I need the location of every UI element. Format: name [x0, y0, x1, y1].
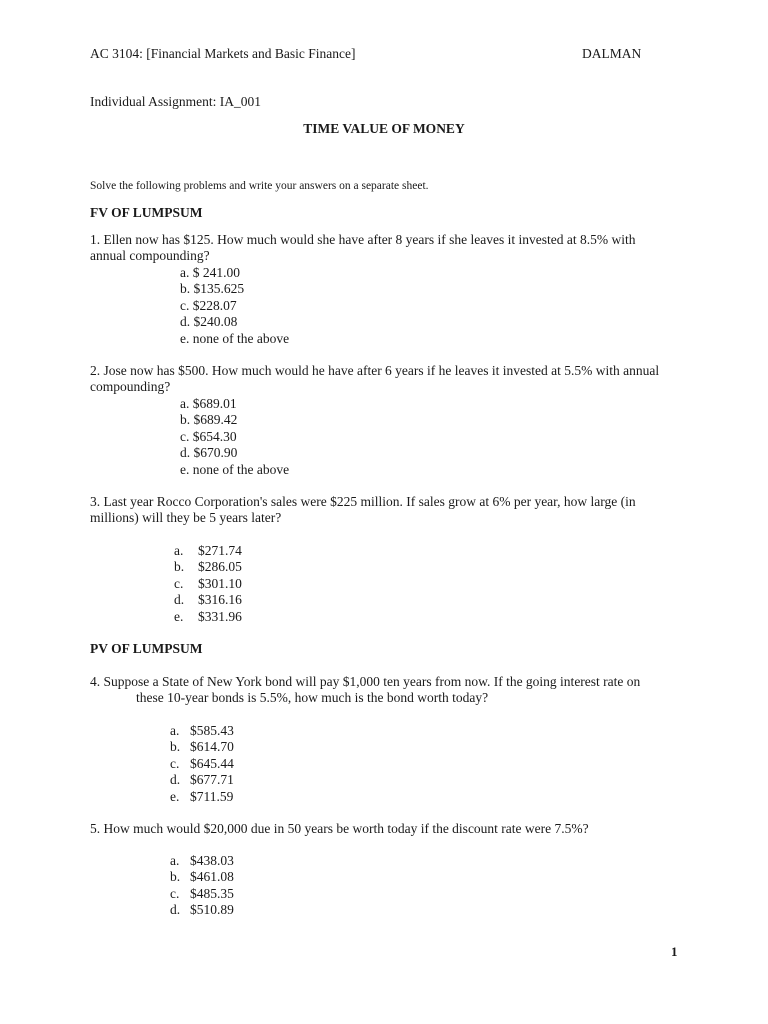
option-letter: a.: [170, 723, 180, 738]
option-text: $614.70: [190, 739, 234, 755]
question-1-line-1: 1. Ellen now has $125. How much would she have after 8 years if she leaves it invested at 8.5% with: [90, 232, 636, 247]
option-letter: a.: [180, 265, 190, 280]
option-letter: d.: [180, 445, 191, 461]
question-5-text: [90, 821, 680, 837]
question-3-line-2: millions) will they be 5 years later?: [90, 510, 282, 526]
section-heading-fv: FV OF LUMPSUM: [90, 205, 203, 220]
question-4-line-1: 4. Suppose a State of New York bond will pay $1,000 ten years from now. If the going interest rate on: [90, 674, 641, 689]
option-item: [180, 462, 289, 478]
option-item: [170, 772, 234, 788]
question-3-options: [174, 543, 242, 625]
option-text: $711.59: [190, 788, 234, 804]
option-letter: e.: [174, 608, 184, 624]
option-letter: d.: [180, 314, 191, 330]
option-text: $645.44: [190, 755, 234, 771]
option-letter: a.: [174, 543, 184, 558]
option-text: $271.74: [198, 543, 242, 558]
option-letter: e.: [180, 330, 190, 346]
question-2-text: [90, 363, 680, 396]
option-item: [170, 902, 234, 918]
option-letter: c.: [180, 428, 190, 444]
question-5-options: [170, 853, 234, 919]
option-letter: c.: [170, 755, 180, 771]
option-text: $585.43: [190, 723, 234, 738]
option-text: $286.05: [198, 559, 242, 575]
page-number: 1: [671, 944, 678, 959]
option-letter: c.: [174, 575, 184, 591]
option-text: $316.16: [198, 592, 242, 608]
course-title: AC 3104: [Financial Markets and Basic Finance]: [90, 46, 356, 61]
option-item: [180, 445, 289, 461]
option-letter: b.: [170, 869, 181, 885]
question-4-options: [170, 723, 234, 805]
option-letter: d.: [174, 592, 185, 608]
page-title: TIME VALUE OF MONEY: [303, 121, 465, 136]
question-1-line-2: annual compounding?: [90, 248, 210, 264]
assignment-label: Individual Assignment: IA_001: [90, 94, 261, 109]
option-text: $670.90: [193, 445, 238, 461]
option-text: $689.01: [192, 396, 237, 411]
option-item: [170, 723, 234, 739]
option-text: $228.07: [192, 297, 237, 313]
option-text: $510.89: [190, 902, 234, 918]
option-item: [180, 314, 289, 330]
question-2-options: [180, 396, 289, 478]
question-4-text: [90, 674, 670, 707]
option-letter: b.: [170, 739, 181, 755]
question-1-text: [90, 232, 680, 265]
option-item: [180, 412, 289, 428]
question-2-line-1: 2. Jose now has $500. How much would he have after 6 years if he leaves it invested at 5.5% with annual: [90, 363, 660, 378]
option-text: $461.08: [190, 869, 234, 885]
option-item: [180, 331, 289, 347]
option-text: none of the above: [192, 330, 290, 346]
question-5-line-1: 5. How much would $20,000 due in 50 years be worth today if the discount rate were 7.5%?: [90, 821, 589, 836]
option-item: [170, 853, 234, 869]
option-text: $240.08: [193, 314, 238, 330]
option-text: none of the above: [192, 461, 290, 477]
option-letter: b.: [174, 559, 185, 575]
option-text: $689.42: [193, 412, 238, 428]
option-text: $135.625: [193, 281, 245, 297]
option-item: [174, 543, 242, 559]
author-name: DALMAN: [582, 46, 642, 61]
option-letter: a.: [180, 396, 190, 411]
option-item: [170, 789, 234, 805]
option-item: [174, 592, 242, 608]
option-item: [170, 869, 234, 885]
option-item: [174, 576, 242, 592]
option-item: [170, 886, 234, 902]
option-letter: d.: [170, 902, 181, 918]
option-item: [174, 609, 242, 625]
option-text: $677.71: [190, 772, 234, 788]
question-2-line-2: compounding?: [90, 379, 171, 395]
option-letter: b.: [180, 412, 191, 428]
option-letter: e.: [170, 788, 180, 804]
option-text: $ 241.00: [192, 265, 240, 280]
section-heading-pv: PV OF LUMPSUM: [90, 641, 203, 656]
option-item: [170, 756, 234, 772]
question-3-line-1: 3. Last year Rocco Corporation's sales were $225 million. If sales grow at 6% per year, how large (in: [90, 494, 636, 509]
option-item: [180, 281, 289, 297]
option-letter: c.: [170, 885, 180, 901]
option-text: $331.96: [198, 608, 242, 624]
option-item: [180, 298, 289, 314]
option-item: [180, 429, 289, 445]
option-item: [170, 739, 234, 755]
option-item: [180, 265, 289, 281]
option-letter: d.: [170, 772, 181, 788]
option-item: [180, 396, 289, 412]
option-text: $438.03: [190, 853, 234, 868]
question-4-line-2: these 10-year bonds is 5.5%, how much is the bond worth today?: [136, 690, 489, 706]
instructions-text: Solve the following problems and write your answers on a separate sheet.: [90, 180, 429, 192]
option-text: $301.10: [198, 575, 242, 591]
option-item: [174, 559, 242, 575]
option-text: $654.30: [192, 428, 237, 444]
option-letter: b.: [180, 281, 191, 297]
question-3-text: [90, 494, 680, 527]
question-1-options: [180, 265, 289, 347]
option-letter: c.: [180, 297, 190, 313]
option-text: $485.35: [190, 885, 234, 901]
option-letter: a.: [170, 853, 180, 868]
option-letter: e.: [180, 461, 190, 477]
